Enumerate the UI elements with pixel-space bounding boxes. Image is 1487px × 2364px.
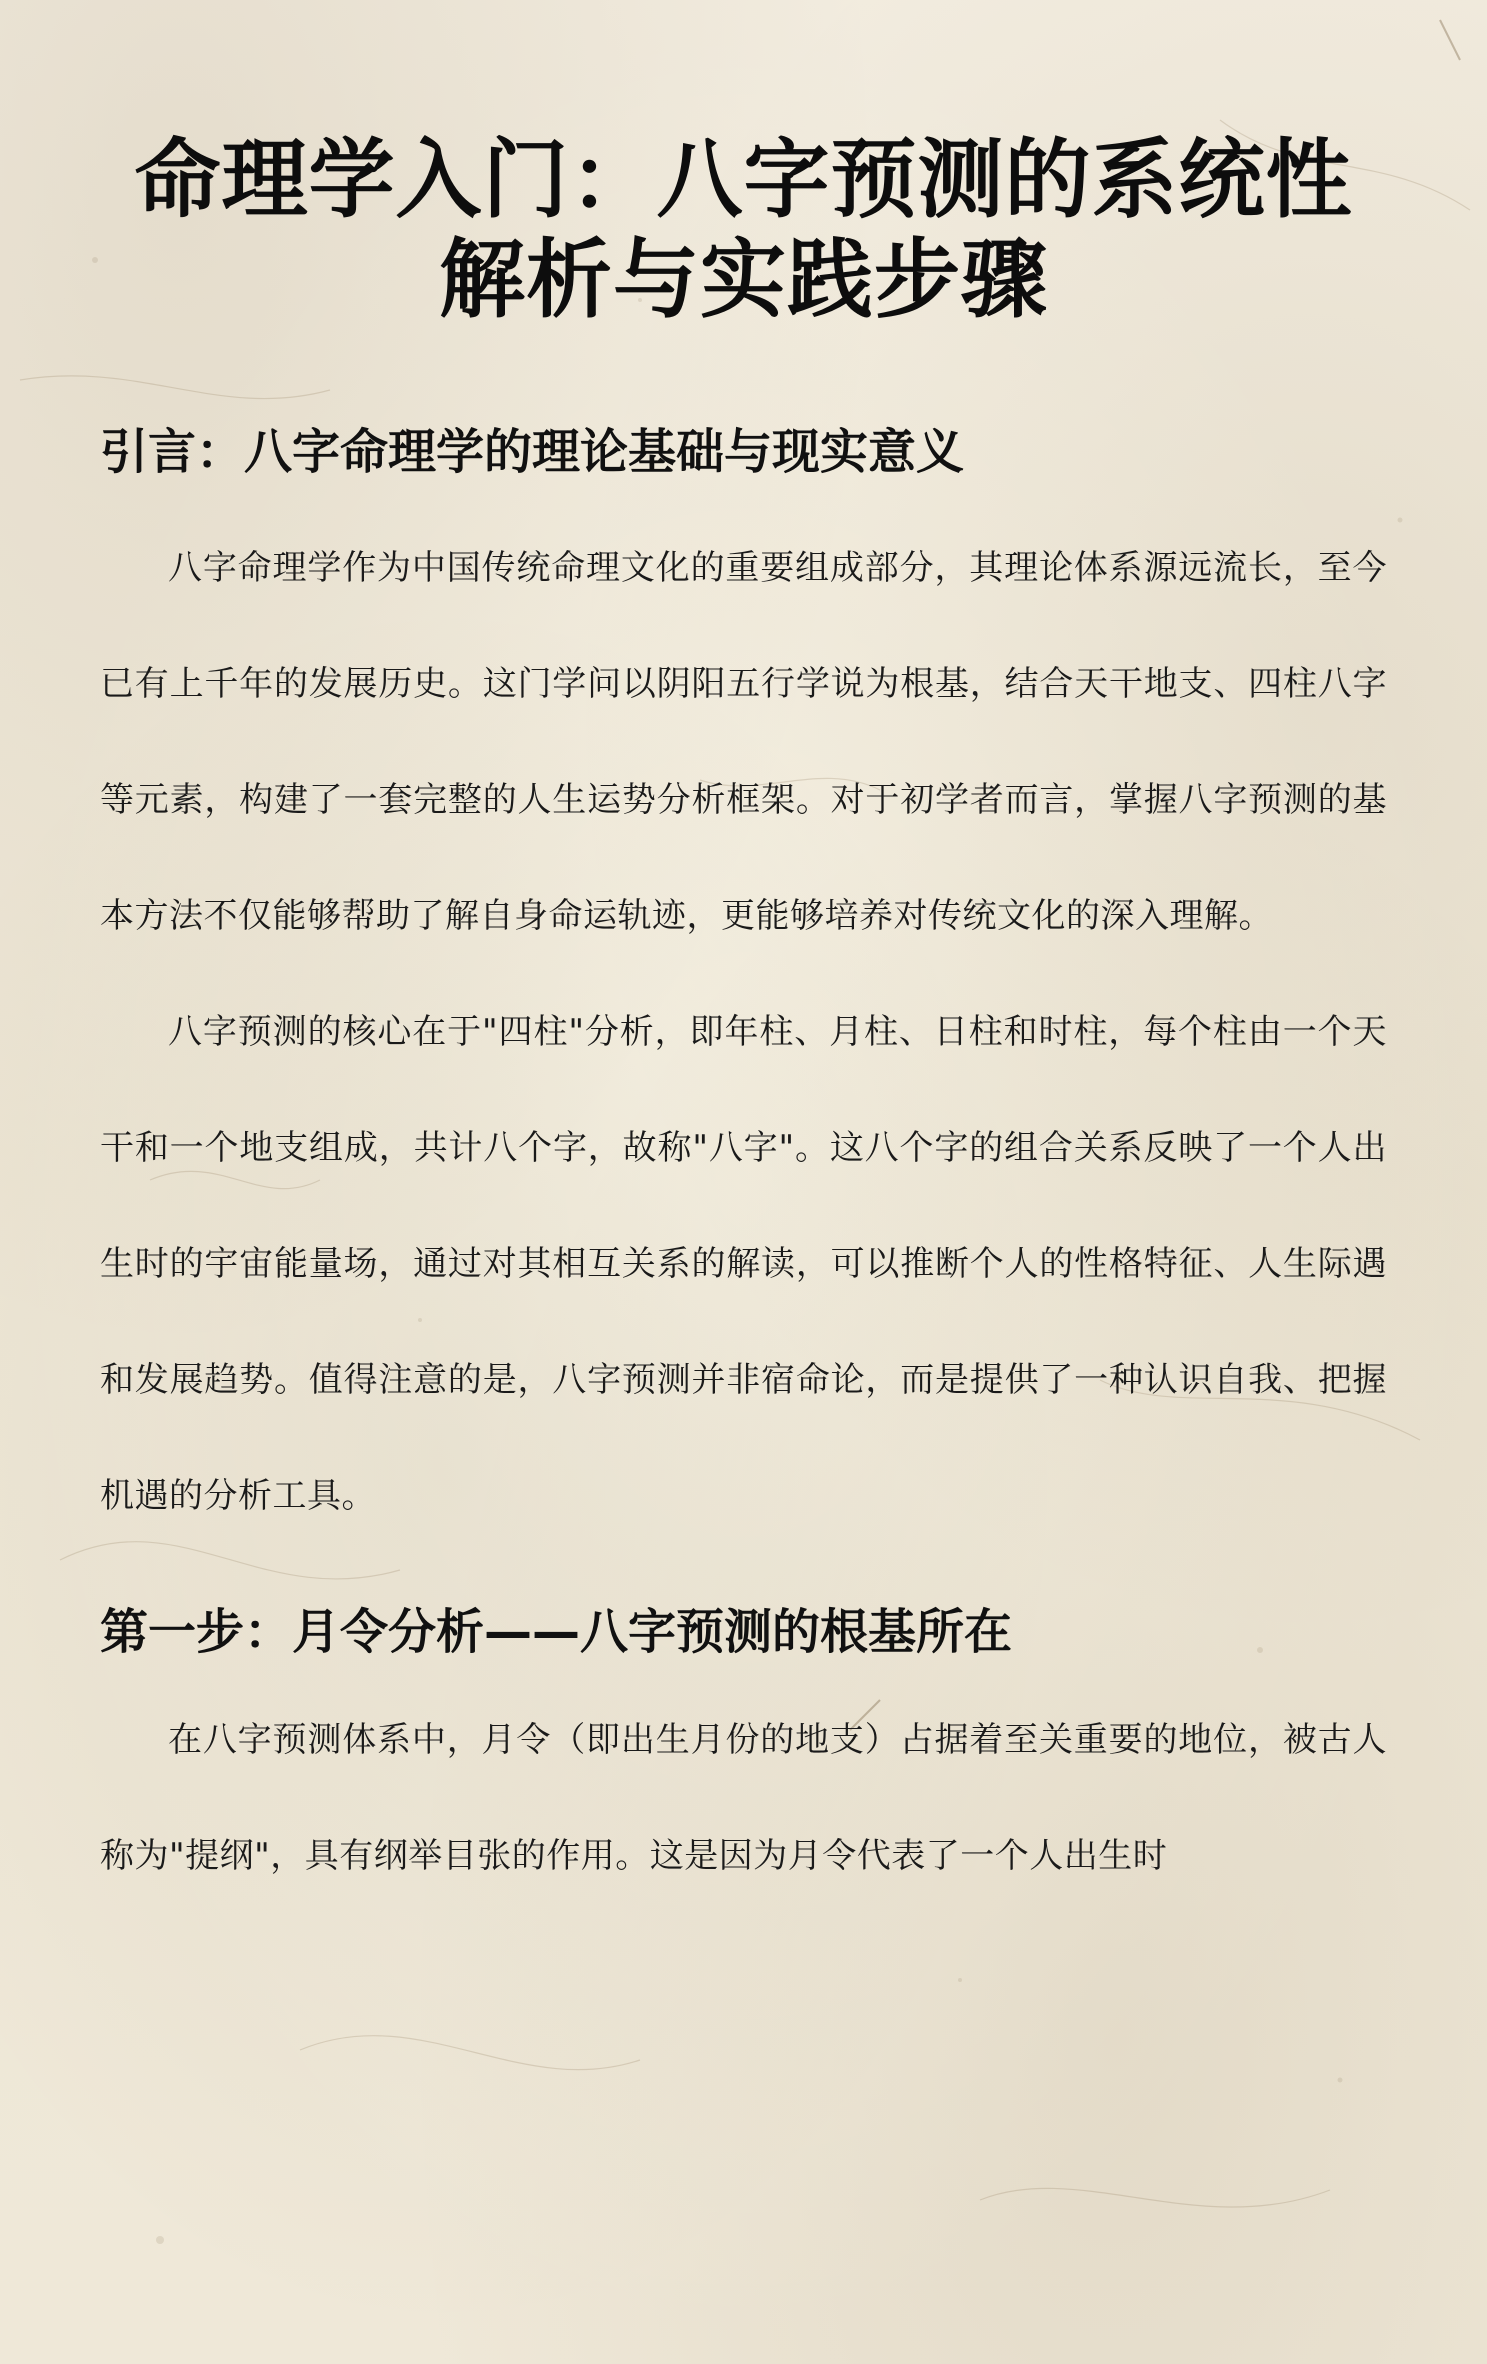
paragraph-intro-2: 八字预测的核心在于"四柱"分析，即年柱、月柱、日柱和时柱，每个柱由一个天干和一个地支组成，共计八个字，故称"八字"。这八个字的组合关系反映了一个人出生时的宇宙能量场，通过对其相互关系的解读，可以推断个人的性格特征、人生际遇和发展趋势。值得注意的是，八字预测并非宿命论，而是提供了一种认识自我、把握机遇的分析工具。 [100, 1012, 1387, 1516]
section-introduction [100, 422, 1387, 1554]
document-title: 命理学入门：八字预测的系统性解析与实践步骤 [134, 130, 1353, 330]
paragraph-step-one-1: 在八字预测体系中，月令（即出生月份的地支）占据着至关重要的地位，被古人称为"提纲"，具有纲举目张的作用。这是因为月令代表了一个人出生时 [100, 1720, 1387, 1876]
section-heading-step-one: 第一步：月令分析——八字预测的根基所在 [100, 1604, 1013, 1660]
section-step-one [100, 1602, 1387, 1914]
paragraph-intro-1: 八字命理学作为中国传统命理文化的重要组成部分，其理论体系源远流长，至今已有上千年的发展历史。这门学问以阴阳五行学说为根基，结合天干地支、四柱八字等元素，构建了一套完整的人生运势分析框架。对于初学者而言，掌握八字预测的基本方法不仅能够帮助了解自身命运轨迹，更能够培养对传统文化的深入理解。 [100, 548, 1387, 936]
section-heading-introduction: 引言：八字命理学的理论基础与现实意义 [100, 424, 965, 480]
